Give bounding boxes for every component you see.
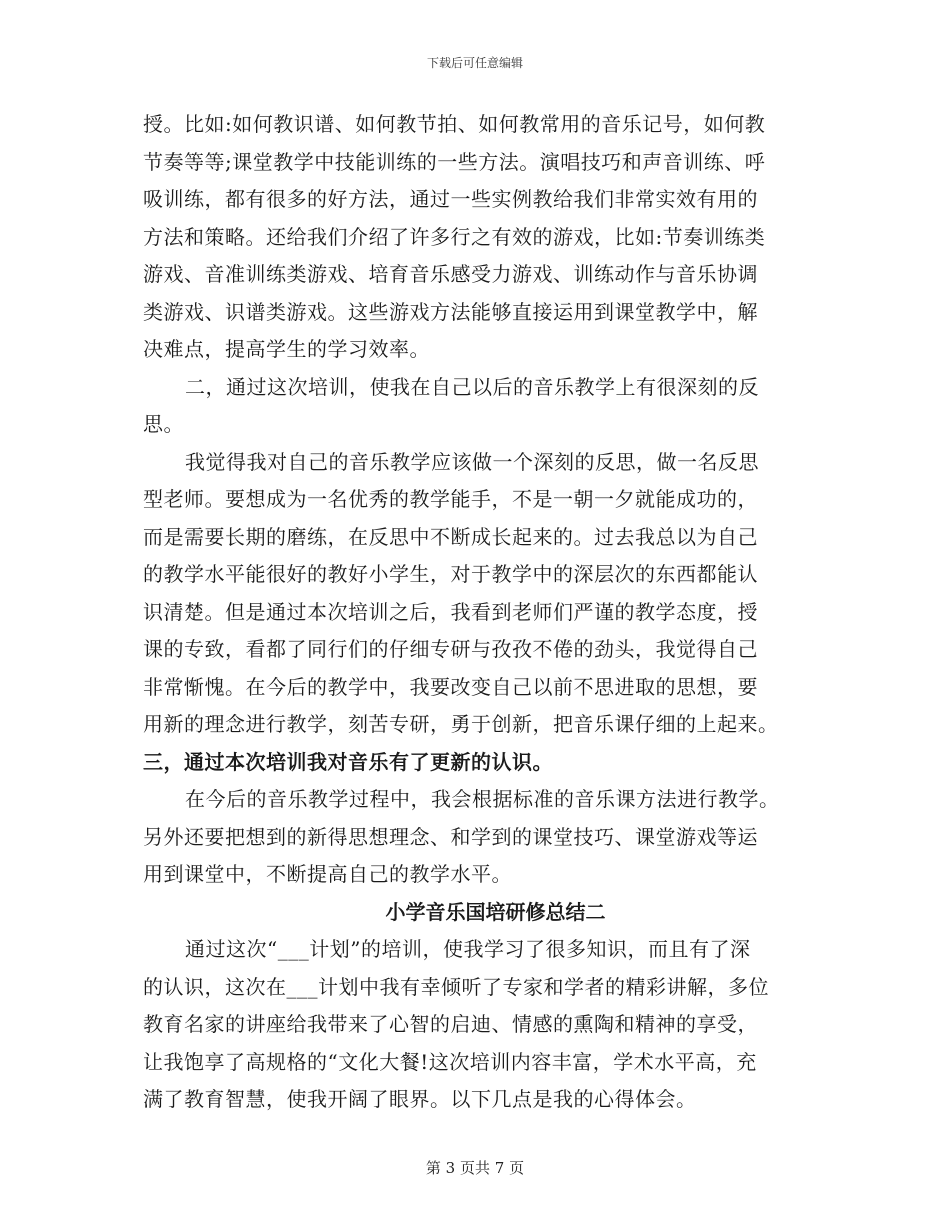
text-line: 决难点，提高学生的学习效率。 (143, 337, 430, 361)
text-line: 型老师。要想成为一名优秀的教学能手，不是一朝一夕就能成功的， (143, 487, 758, 511)
text-line: 三，通过本次培训我对音乐有了更新的认识。 (143, 749, 553, 774)
text-line: 二，通过这次培训，使我在自己以后的音乐教学上有很深刻的反 (185, 374, 759, 399)
text-line: 非常惭愧。在今后的教学中，我要改变自己以前不思进取的思想，要 (143, 674, 758, 699)
text-line: 用新的理念进行教学，刻苦专研，勇于创新，把音乐课仔细的上起来。 (143, 712, 779, 736)
text-line: 思。 (143, 412, 184, 436)
text-line: 识清楚。但是通过本次培训之后，我看到老师们严谨的教学态度，授 (143, 599, 758, 624)
text-line: 通过这次“___计划”的培训，使我学习了很多知识，而且有了深 (185, 937, 751, 961)
text-line: 教育名家的讲座给我带来了心智的启迪、情感的熏陶和精神的享受， (143, 1012, 758, 1036)
paragraph-training-intro (143, 931, 808, 1119)
text-line: 在今后的音乐教学过程中，我会根据标准的音乐课方法进行教学。 (185, 787, 780, 811)
paragraph-point-three-heading (143, 744, 808, 782)
text-line: 而是需要长期的磨练，在反思中不断成长起来的。过去我总以为自己 (143, 524, 758, 549)
text-line: 我觉得我对自己的音乐教学应该做一个深刻的反思，做一名反思 (185, 449, 759, 474)
text-line: 方法和策略。还给我们介绍了许多行之有效的游戏，比如:节奏训练类 (143, 224, 766, 249)
text-line: 让我饱享了高规格的“文化大餐!这次培训内容丰富，学术水平高，充 (143, 1049, 757, 1074)
paragraph-teaching-methods (143, 106, 808, 369)
text-line: 授。比如:如何教识谱、如何教节拍、如何教常用的音乐记号，如何教 (143, 112, 766, 136)
text-line: 吸训练，都有很多的好方法，通过一些实例教给我们非常实效有用的 (143, 187, 758, 211)
text-line: 用到课堂中，不断提高自己的教学水平。 (143, 862, 512, 886)
text-line: 游戏、音准训练类游戏、培育音乐感受力游戏、训练动作与音乐协调 (143, 262, 758, 286)
paragraph-point-two (143, 369, 808, 444)
text-line: 的教学水平能很好的教好小学生，对于教学中的深层次的东西都能认 (143, 562, 758, 586)
paragraph-reflection (143, 444, 808, 744)
page-footer: 第 3 页共 7 页 (425, 1159, 525, 1177)
text-line: 类游戏、识谱类游戏。这些游戏方法能够直接运用到课堂教学中，解 (143, 299, 758, 324)
text-line: 节奏等等;课堂教学中技能训练的一些方法。演唱技巧和声音训练、呼 (143, 149, 766, 174)
paragraph-future-teaching (143, 781, 808, 894)
text-line: 满了教育智慧，使我开阔了眼界。以下几点是我的心得体会。 (143, 1087, 697, 1111)
text-line: 另外还要把想到的新得思想理念、和学到的课堂技巧、课堂游戏等运 (143, 824, 758, 849)
document-body (143, 106, 808, 1119)
text-line: 课的专致，看都了同行们的仔细专研与孜孜不倦的劲头，我觉得自己 (143, 637, 758, 661)
page-header: 下载后可任意编辑 (426, 56, 523, 70)
section-title (143, 894, 808, 932)
text-line: 的认识，这次在___计划中我有幸倾听了专家和学者的精彩讲解，多位 (143, 974, 769, 999)
text-line: 小学音乐国培研修总结二 (385, 899, 606, 924)
